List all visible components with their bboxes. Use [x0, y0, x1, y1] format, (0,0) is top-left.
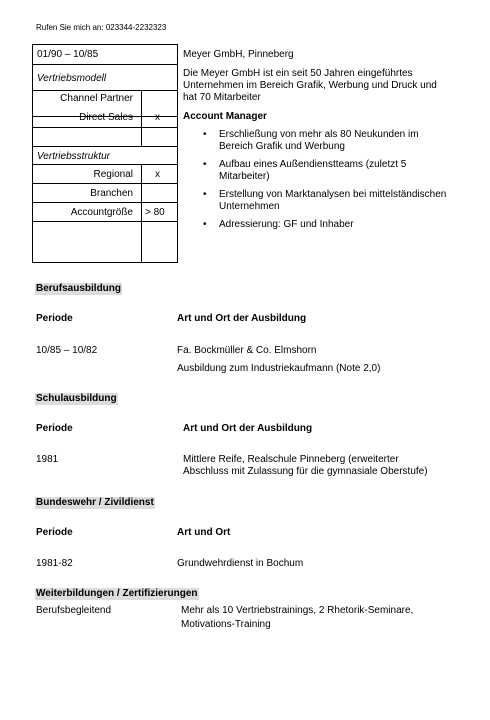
account-size-value: > 80: [145, 207, 165, 218]
bullet-icon: •: [203, 219, 207, 230]
col-period-header: Periode: [36, 527, 73, 538]
channel-partner-label: Channel Partner: [60, 93, 133, 104]
company-name: Meyer GmbH, Pinneberg: [183, 49, 294, 60]
contact-phone-label: Rufen Sie mich an: 023344-2232323: [36, 23, 167, 32]
regional-mark: x: [155, 169, 160, 180]
training-company: Fa. Bockmüller & Co. Elmshorn: [177, 345, 317, 356]
period-cell: 01/90 – 10/85: [37, 49, 99, 60]
company-description: Die Meyer GmbH ist ein seit 50 Jahren eingeführtes Unternehmen im Bereich Grafik, Werbung und Druck und hat 70 Mitarbeiter: [183, 68, 437, 103]
direct-sales-label: Direct Sales: [79, 112, 133, 123]
section-title-schulausbildung: Schulausbildung: [36, 393, 117, 404]
list-item: • Erstellung von Marktanalysen bei mittelständischen Unternehmen: [203, 189, 447, 212]
direct-sales-mark: x: [155, 112, 160, 123]
service-description: Grundwehrdienst in Bochum: [177, 558, 304, 569]
training-period: 10/85 – 10/82: [36, 345, 98, 356]
training-period-ongoing: Berufsbegleitend: [36, 605, 112, 616]
section-title-bundeswehr: Bundeswehr / Zivildienst: [36, 497, 154, 508]
col-desc-header: Art und Ort der Ausbildung: [183, 423, 313, 434]
job-role: Account Manager: [183, 111, 267, 122]
school-line-2: Abschluss mit Zulassung für die gymnasiale Oberstufe): [183, 466, 428, 477]
list-item: • Aufbau eines Außendienstteams (zuletzt 5 Mitarbeiter): [203, 159, 407, 182]
bullet-icon: •: [203, 159, 207, 170]
service-period: 1981-82: [36, 558, 73, 569]
col-desc-header: Art und Ort: [177, 527, 231, 538]
job-achievements-list: [200, 129, 450, 237]
bullet-icon: •: [203, 189, 207, 200]
further-training-line-1: Mehr als 10 Vertriebstrainings, 2 Rhetorik-Seminare,: [181, 605, 414, 616]
sales-model-table: [32, 44, 178, 263]
col-period-header: Periode: [36, 313, 73, 324]
col-desc-header: Art und Ort der Ausbildung: [177, 313, 307, 324]
list-item: • Adressierung: GF und Inhaber: [203, 219, 354, 230]
col-period-header: Periode: [36, 423, 73, 434]
training-description: Ausbildung zum Industriekaufmann (Note 2,0): [177, 363, 381, 374]
school-period: 1981: [36, 454, 59, 465]
section-title-weiterbildungen: Weiterbildungen / Zertifizierungen: [36, 588, 198, 599]
school-line-1: Mittlere Reife, Realschule Pinneberg (erweiterter: [183, 454, 399, 465]
bullet-icon: •: [203, 129, 207, 140]
branchen-label: Branchen: [90, 188, 133, 199]
list-item: • Erschließung von mehr als 80 Neukunden im Bereich Grafik und Werbung: [203, 129, 419, 152]
sales-structure-header: Vertriebsstruktur: [37, 151, 110, 162]
further-training-line-2: Motivations-Training: [181, 619, 271, 630]
regional-label: Regional: [93, 169, 133, 180]
account-size-label: Accountgröße: [70, 207, 133, 218]
section-title-berufsausbildung: Berufsausbildung: [36, 283, 122, 294]
sales-model-header: Vertriebsmodell: [37, 73, 107, 84]
